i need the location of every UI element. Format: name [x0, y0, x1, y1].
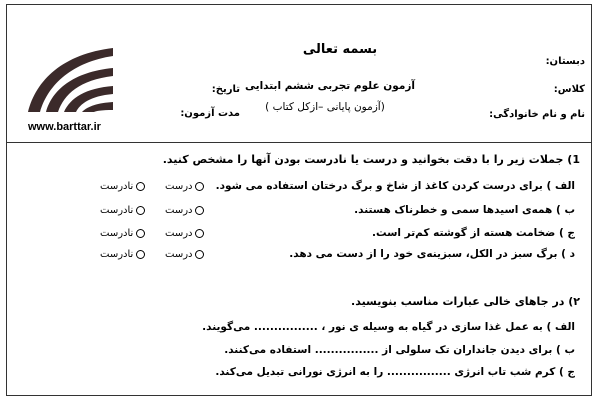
website-url: www.barttar.ir	[28, 121, 101, 133]
radio-icon[interactable]	[136, 229, 145, 238]
true-label: درست	[165, 228, 193, 239]
radio-icon[interactable]	[195, 206, 204, 215]
q2-item: ج ) کرم شب تاب انرژی ................ را به انرژی نورانی تبدیل می‌کند.	[215, 366, 575, 378]
exam-subtitle: (آزمون پایانی –ازکل کتاب )	[265, 101, 385, 113]
q1-item: د ) برگ سبز در الکل، سبزینه‌ی خود را از دست می دهد.	[289, 248, 575, 260]
radio-icon[interactable]	[195, 229, 204, 238]
school-label: دبستان:	[545, 56, 585, 67]
class-label: کلاس:	[553, 84, 585, 95]
false-option[interactable]	[100, 228, 145, 239]
false-label: نادرست	[100, 228, 134, 239]
false-label: نادرست	[100, 181, 134, 192]
basmala: بسمه تعالی	[302, 42, 378, 57]
q2-item: الف ) به عمل غذا سازی در گیاه به وسیله ی نور ، ................ می‌گویند.	[202, 321, 575, 333]
question1-title: 1) جملات زیر را با دقت بخوانید و درست یا نادرست بودن آنها را مشخص کنید.	[162, 153, 580, 166]
true-label: درست	[165, 205, 193, 216]
q1-item: ج ) ضخامت هسته از گوشته کم‌تر است.	[371, 227, 575, 239]
true-option[interactable]	[165, 228, 204, 239]
q1-item: ب ) همه‌ی اسیدها سمی و خطرناک هستند.	[354, 204, 575, 216]
radio-icon[interactable]	[195, 250, 204, 259]
false-option[interactable]	[100, 205, 145, 216]
false-option[interactable]	[100, 181, 145, 192]
question2-title: ۲) در جاهای خالی عبارات مناسب بنویسید.	[351, 295, 580, 308]
q2-item: ب ) برای دیدن جانداران تک سلولی از ................ استفاده می‌کنند.	[224, 344, 575, 356]
radio-icon[interactable]	[195, 182, 204, 191]
name-label: نام و نام خانوادگی:	[489, 109, 585, 120]
true-option[interactable]	[165, 181, 204, 192]
radio-icon[interactable]	[136, 206, 145, 215]
barttar-logo-icon	[18, 40, 118, 118]
date-label: تاریخ:	[211, 84, 240, 95]
header-divider	[7, 142, 592, 143]
false-option[interactable]	[100, 249, 145, 260]
false-label: نادرست	[100, 249, 134, 260]
true-option[interactable]	[165, 205, 204, 216]
true-label: درست	[165, 249, 193, 260]
true-label: درست	[165, 181, 193, 192]
radio-icon[interactable]	[136, 250, 145, 259]
false-label: نادرست	[100, 205, 134, 216]
duration-label: مدت آزمون:	[180, 108, 240, 119]
q1-item: الف ) برای درست کردن کاغذ از شاخ و برگ درختان استفاده می شود.	[215, 180, 575, 192]
radio-icon[interactable]	[136, 182, 145, 191]
exam-title: آزمون علوم تجربی ششم ابتدایی	[245, 80, 415, 92]
true-option[interactable]	[165, 249, 204, 260]
